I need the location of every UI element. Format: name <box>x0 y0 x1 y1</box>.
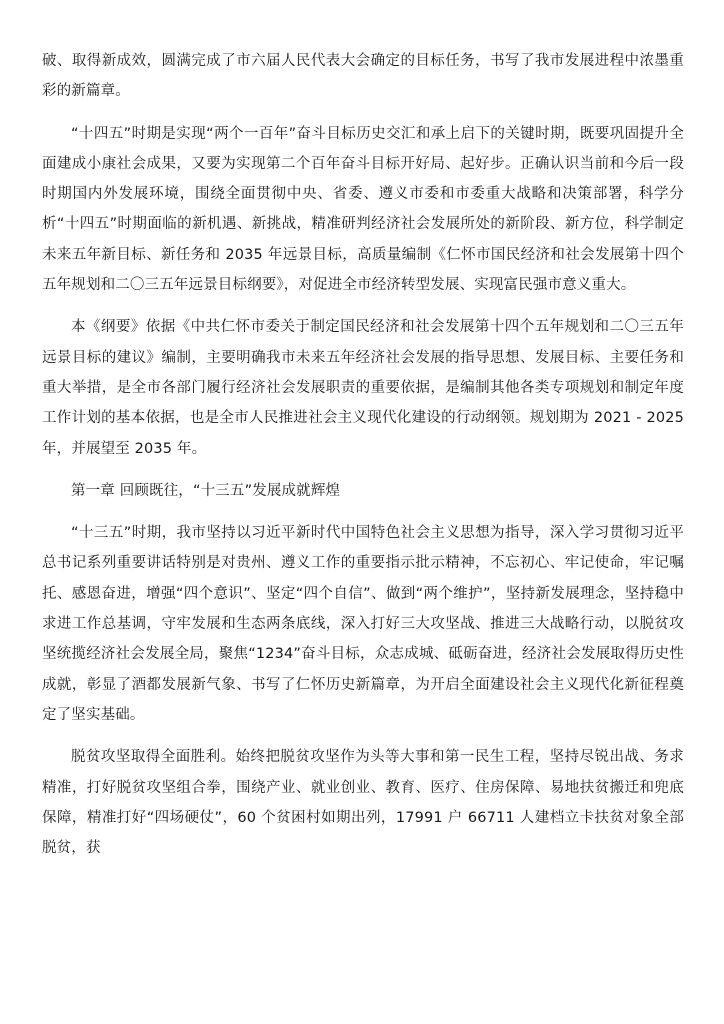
paragraph-outline-basis: 本《纲要》依据《中共仁怀市委关于制定国民经济和社会发展第十四个五年规划和二〇三五年远景目标的建议》编制，主要明确我市未来五年经济社会发展的指导思想、发展目标、主要任务和重大举措，是全市各部门履行经济社会发展职责的重要依据，是编制其他各类专项规划和制定年度工作计划的基本依据，也是全市人民推进社会主义现代化建设的行动纲领。规划期为 2021 - 2025 年，并展望至 2035 年。 <box>42 319 684 457</box>
paragraph-fourteenth-plan-period: “十四五”时期是实现“两个一百年”奋斗目标历史交汇和承上启下的关键时期，既要巩固提升全面建成小康社会成果，又要为实现第二个百年奋斗目标开好局、起好步。正确认识当前和今后一段时期国内外发展环境，围绕全面贯彻中央、省委、遵义市委和市委重大战略和决策部署，科学分析“十四五”时期面临的新机遇、新挑战，精准研判经济社会发展所处的新阶段、新方位，科学制定未来五年新目标、新任务和 2035 年远景目标，高质量编制《仁怀市国民经济和社会发展第十四个五年规划和二〇三五年远景目标纲要》，对促进全市经济转型发展、实现富民强市意义重大。 <box>42 125 684 294</box>
paragraph-thirteenth-plan-review: “十三五”时期，我市坚持以习近平新时代中国特色社会主义思想为指导，深入学习贯彻习近平总书记系列重要讲话特别是对贵州、遵义工作的重要指示批示精神，不忘初心、牢记使命，牢记嘱托、感恩奋进，增强“四个意识”、坚定“四个自信”、做到“两个维护”，坚持新发展理念，坚持稳中求进工作总基调，守牢发展和生态两条底线，深入打好三大攻坚战、推进三大战略行动，以脱贫攻坚统揽经济社会发展全局，聚焦“1234”奋斗目标，众志成城、砥砺奋进，经济社会发展取得历史性成就，彰显了酒都发展新气象、书写了仁怀历史新篇章，为开启全面建设社会主义现代化新征程奠定了坚实基础。 <box>42 525 684 723</box>
chapter-heading: 第一章 回顾既往，“十三五”发展成就辉煌 <box>71 482 341 499</box>
paragraph-poverty-alleviation: 脱贫攻坚取得全面胜利。始终把脱贫攻坚作为头等大事和第一民生工程，坚持尽锐出战、务求精准，打好脱贫攻坚组合拳，围绕产业、就业创业、教育、医疗、住房保障、易地扶贫搬迁和兜底保障，精准打好“四场硬仗”，60 个贫困村如期出列，17991 户 66711 人建档立卡扶贫对象全部脱贫，获 <box>42 749 684 857</box>
paragraph-continuation: 破、取得新成效，圆满完成了市六届人民代表大会确定的目标任务，书写了我市发展进程中浓墨重彩的新篇章。 <box>42 53 684 100</box>
